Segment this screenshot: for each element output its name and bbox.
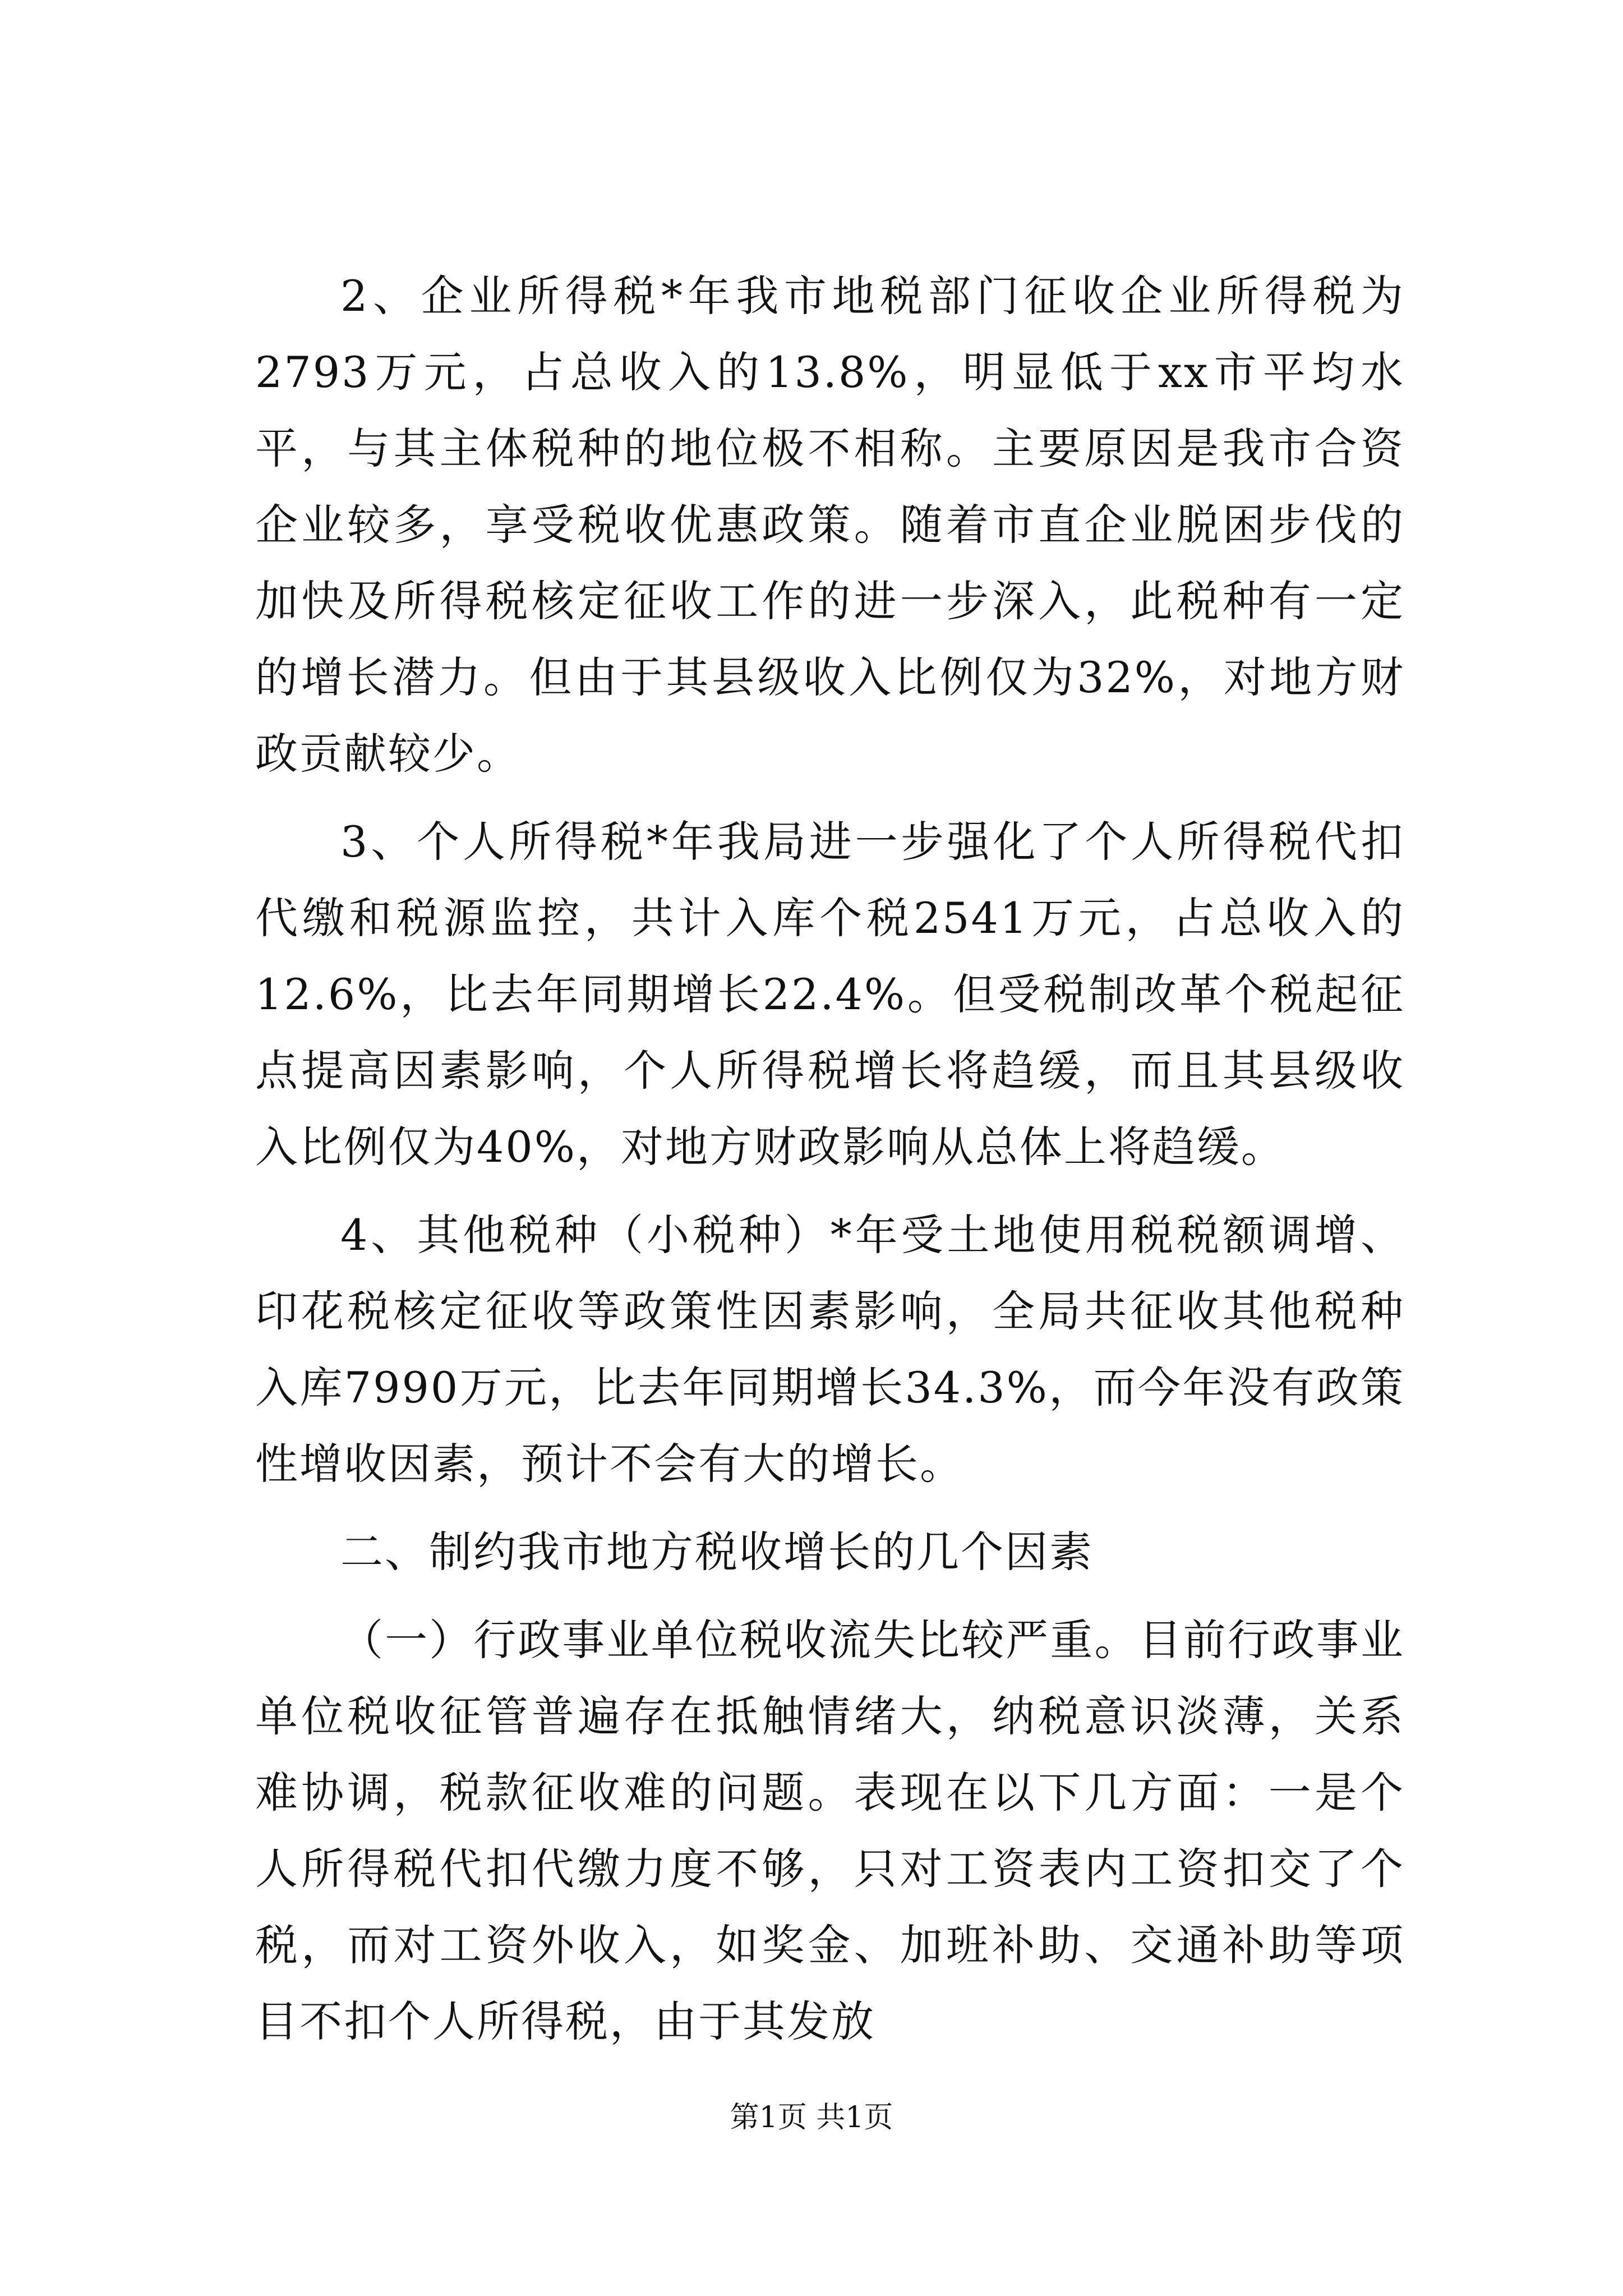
paragraph-personal-income-tax: 3、个人所得税*年我局进一步强化了个人所得税代扣代缴和税源监控，共计入库个税2541万元，占总收入的12.6%，比去年同期增长22.4%。但受税制改革个税起征点提高因素影响，个人所得税增长将趋缓，而且其县级收入比例仅为40%，对地方财政影响从总体上将趋缓。	[255, 817, 1405, 1172]
paragraph-corporate-income-tax: 2、企业所得税*年我市地税部门征收企业所得税为2793万元，占总收入的13.8%，明显低于xx市平均水平，与其主体税种的地位极不相称。主要原因是我市合资企业较多，享受税收优惠政策。随着市直企业脱困步伐的加快及所得税核定征收工作的进一步深入，此税种有一定的增长潜力。但由于其县级收入比例仅为32%，对地方财政贡献较少。	[255, 271, 1405, 779]
paragraph-other-taxes: 4、其他税种（小税种）*年受土地使用税税额调增、印花税核定征收等政策性因素影响，全局共征收其他税种入库7990万元，比去年同期增长34.3%，而今年没有政策性增收因素，预计不会有大的增长。	[255, 1210, 1405, 1489]
page-footer: 第1页 共1页	[730, 2101, 893, 2134]
paragraph-administrative-units: （一）行政事业单位税收流失比较严重。目前行政事业单位税收征管普遍存在抵触情绪大，纳税意识淡薄，关系难协调，税款征收难的问题。表现在以下几方面：一是个人所得税代扣代缴力度不够，只对工资表内工资扣交了个税，而对工资外收入，如奖金、加班补助、交通补助等项目不扣个人所得税，由于其发放	[255, 1615, 1405, 2046]
section-heading: 二、制约我市地方税收增长的几个因素	[340, 1527, 1094, 1577]
document-body	[255, 258, 1405, 2072]
